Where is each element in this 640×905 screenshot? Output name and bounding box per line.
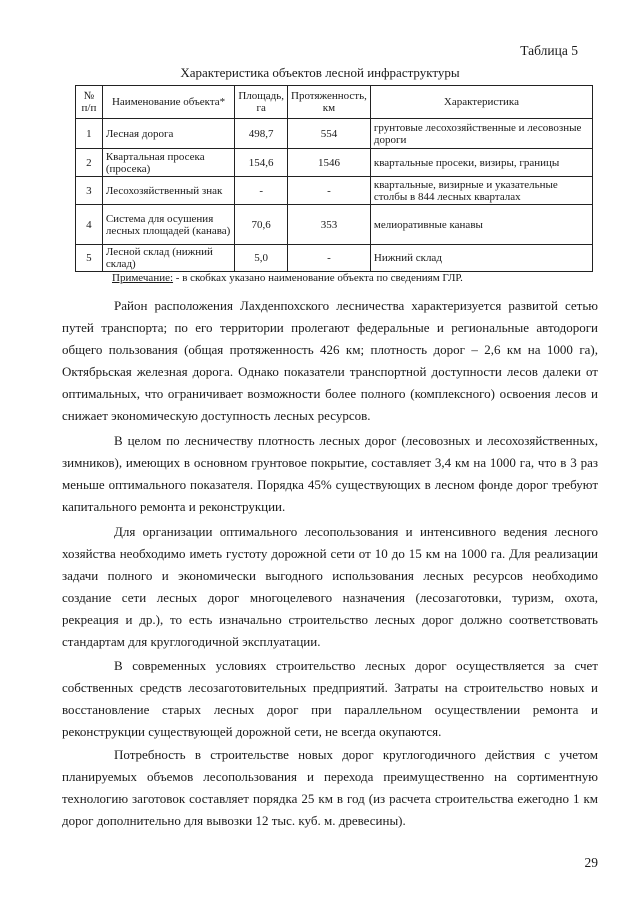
row-characteristic: мелиоративные канавы bbox=[370, 205, 592, 245]
row-name: Лесная дорога bbox=[102, 119, 235, 149]
paragraph: Потребность в строительстве новых дорог круглогодичного действия с учетом планируемых объемов лесопользования и перехода преимущественно на сортиментную технологию заготовок составляет порядка 25 км в год (из расчета строительства ежегодно 1 км дорог дополнительно для вывозки 12 тыс. куб. м. древесины). bbox=[62, 747, 598, 828]
table-row bbox=[76, 205, 593, 245]
row-name: Система для осушения лесных площадей (канава) bbox=[102, 205, 235, 245]
table-number: Таблица 5 bbox=[520, 43, 578, 58]
table-row bbox=[76, 149, 593, 177]
row-length: 353 bbox=[288, 205, 371, 245]
table-header-row bbox=[76, 86, 593, 119]
paragraph: В целом по лесничеству плотность лесных дорог (лесовозных и лесохозяйственных, зимников), имеющих в основном грунтовое покрытие, составляет 3,4 км на 1000 га, что в 3 раз меньше оптимального показателя. Порядка 45% существующих в лесном фонде дорог требуют капитального ремонта и реконструкции. bbox=[62, 433, 598, 514]
table-note bbox=[112, 272, 463, 284]
paragraph: Для организации оптимального лесопользования и интенсивного ведения лесного хозяйства необходимо иметь густоту дорожной сети от 10 до 15 км на 1000 га. Для реализации задачи полного и экономически выгодного использования лесных ресурсов необходимо создание сети лесных дорог многоцелевого назначения (лесозаготовки, туризм, охота, рекреация и др.), то есть изначально строительство лесных дорог должно соответствовать стандартам для круглогодичной эксплуатации. bbox=[62, 524, 598, 649]
row-name: Лесной склад (нижний склад) bbox=[102, 245, 235, 272]
row-characteristic: квартальные просеки, визиры, границы bbox=[370, 149, 592, 177]
row-area: 70,6 bbox=[235, 205, 288, 245]
header-characteristic: Характеристика bbox=[370, 86, 592, 119]
row-num: 5 bbox=[76, 245, 103, 272]
table-title: Характеристика объектов лесной инфраструктуры bbox=[180, 65, 460, 80]
row-name: Квартальная просека (просека) bbox=[102, 149, 235, 177]
row-area: 5,0 bbox=[235, 245, 288, 272]
row-name: Лесохозяйственный знак bbox=[102, 177, 235, 205]
infrastructure-table bbox=[75, 85, 593, 272]
row-area: 154,6 bbox=[235, 149, 288, 177]
paragraph: В современных условиях строительство лесных дорог осуществляется за счет собственных средств лесозаготовительных предприятий. Затраты на строительство новых и восстановление старых лесных дорог при параллельном осуществлении ремонта и реконструкции существующей дорожной сети, не всегда окупаются. bbox=[62, 658, 598, 739]
row-num: 4 bbox=[76, 205, 103, 245]
header-num: № п/п bbox=[76, 86, 103, 119]
table-row bbox=[76, 177, 593, 205]
table-row bbox=[76, 119, 593, 149]
row-area: - bbox=[235, 177, 288, 205]
table-row bbox=[76, 245, 593, 272]
note-label: Примечание: bbox=[112, 272, 174, 284]
row-num: 2 bbox=[76, 149, 103, 177]
row-characteristic: Нижний склад bbox=[370, 245, 592, 272]
row-length: - bbox=[288, 245, 371, 272]
row-length: - bbox=[288, 177, 371, 205]
row-length: 554 bbox=[288, 119, 371, 149]
header-length: Протяженность, км bbox=[288, 86, 371, 119]
row-area: 498,7 bbox=[235, 119, 288, 149]
header-name: Наименование объекта* bbox=[102, 86, 235, 119]
row-characteristic: квартальные, визирные и указательные столбы в 844 лесных кварталах bbox=[370, 177, 592, 205]
row-length: 1546 bbox=[288, 149, 371, 177]
row-characteristic: грунтовые лесохозяйственные и лесовозные дороги bbox=[370, 119, 592, 149]
header-area: Площадь, га bbox=[235, 86, 288, 119]
note-text: - в скобках указано наименование объекта по сведениям ГЛР. bbox=[173, 272, 463, 284]
page-number: 29 bbox=[584, 855, 598, 870]
row-num: 3 bbox=[76, 177, 103, 205]
row-num: 1 bbox=[76, 119, 103, 149]
paragraph: Район расположения Лахденпохского лесничества характеризуется развитой сетью путей транспорта; по его территории пролегают федеральные и региональные автодороги общего пользования (общая протяженность 426 км; плотность дорог – 2,6 км на 1000 га), Октябрьская железная дорога. Однако показатели транспортной доступности лесов далеки от оптимальных, что ограничивает возможности более полного (комплексного) освоения лесов и снижает экономическую доступность лесных ресурсов. bbox=[62, 298, 598, 423]
